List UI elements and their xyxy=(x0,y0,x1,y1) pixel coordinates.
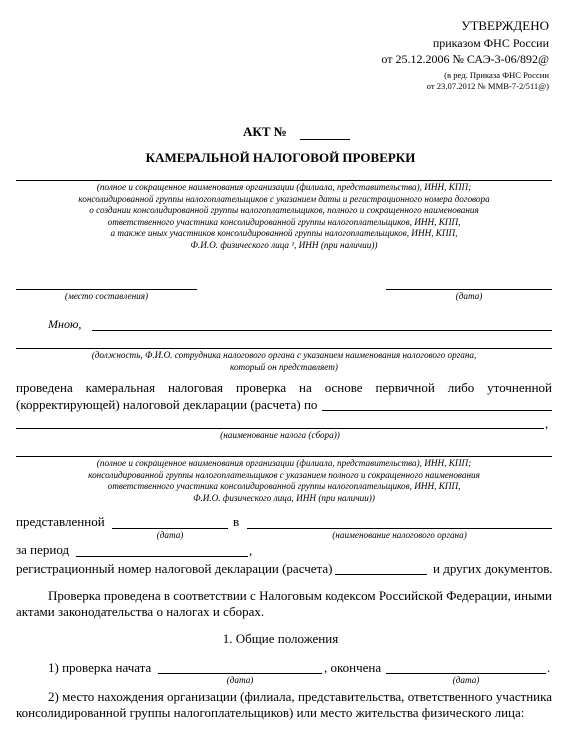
approval-edition-2: от 23.07.2012 № ММВ-7-2/511@) xyxy=(426,81,549,91)
period-line xyxy=(76,556,248,557)
place-line xyxy=(16,289,197,290)
tax-line-2 xyxy=(16,428,544,429)
official-caption: (должность, Ф.И.О. сотрудника налогового органа с указанием наименования налогового органа, который он представляет) xyxy=(91,350,477,372)
approval-order: приказом ФНС России xyxy=(432,36,549,50)
organization-caption-2: (полное и сокращенное наименования организации (филиала, представительства), ИНН, КПП; консолидированной группы налогоплательщиков с указанием полного и сокращенного наименования ответственного участника консолидированной группы налогоплательщиков, ИНН, КПП, Ф.И.О. физического лица, ИНН (при наличии)) xyxy=(88,458,480,503)
section-1-item-2-line-2: консолидированной группы налогоплательщиков) или место жительства физического лица: xyxy=(16,705,525,720)
conformity-line-1: Проверка проведена в соответствии с Налоговым кодексом Российской Федерации, иными xyxy=(48,588,552,603)
reg-number-line xyxy=(335,574,427,575)
organization-line xyxy=(16,180,552,181)
official-line-1 xyxy=(92,330,552,331)
start-date-caption: (дата) xyxy=(226,675,254,685)
tax-line-1 xyxy=(322,410,552,411)
submitted-authority-line xyxy=(247,528,552,529)
submitted-date-caption: (дата) xyxy=(156,530,184,540)
approval-order-number: от 25.12.2006 № САЭ-3-06/892@ xyxy=(381,52,549,66)
end-date-caption: (дата) xyxy=(452,675,480,685)
submitted-label: представленной xyxy=(16,514,105,529)
section-1-item-2-line-1: 2) место нахождения организации (филиала, представительства, ответственного участника xyxy=(48,689,552,704)
act-title: АКТ № xyxy=(243,124,287,139)
conformity-line-2: актами законодательства о налогах и сборах. xyxy=(16,604,265,619)
act-subtitle: КАМЕРАЛЬНОЙ НАЛОГОВОЙ ПРОВЕРКИ xyxy=(145,150,416,165)
section-1-item-1-dot: . xyxy=(547,660,551,675)
tax-line-comma: , xyxy=(545,416,549,431)
organization-caption: (полное и сокращенное наименования организации (филиала, представительства), ИНН, КПП; консолидированной группы налогоплательщиков с указанием даты и регистрационного номера договора о создании консолидированной группы налогоплательщиков, полного и сокращенного наименования ответственного участника консолидированной группы налогоплательщиков, ИНН, КПП, а также иных участников консолидированной группы налогоплательщиков, ИНН, КПП, Ф.И.О. физического лица ¹, ИНН (при наличии)) xyxy=(78,182,490,250)
conducted-line-2: (корректирующей) налоговой декларации (расчета) по xyxy=(16,397,318,412)
submitted-authority-caption: (наименование налогового органа) xyxy=(332,530,467,540)
official-line-2 xyxy=(16,348,552,349)
tax-caption: (наименование налога (сбора)) xyxy=(220,430,340,440)
approval-edition-1: (в ред. Приказа ФНС России xyxy=(444,70,549,80)
submitted-date-line xyxy=(112,528,228,529)
by-me-label: Мною, xyxy=(48,317,82,331)
reg-number-label: регистрационный номер налоговой декларации (расчета) xyxy=(16,561,333,576)
date-caption: (дата) xyxy=(455,291,483,301)
period-label: за период xyxy=(16,542,70,557)
date-line xyxy=(386,289,552,290)
section-1-item-1-end: , окончена xyxy=(324,660,382,675)
end-date-line xyxy=(386,673,546,674)
period-comma: , xyxy=(249,543,253,558)
conducted-line-1: проведена камеральная налоговая проверка на основе первичной либо уточненной xyxy=(16,380,552,395)
place-caption: (место составления) xyxy=(64,291,149,301)
section-1-item-1-label: 1) проверка начата xyxy=(48,660,152,675)
section-1-title: 1. Общие положения xyxy=(222,631,339,646)
submitted-in: в xyxy=(233,514,240,529)
start-date-line xyxy=(158,673,322,674)
organization-line-2 xyxy=(16,456,552,457)
act-number-line xyxy=(300,139,350,140)
approval-title: УТВЕРЖДЕНО xyxy=(461,18,549,33)
reg-number-suffix: и других документов. xyxy=(433,561,553,576)
